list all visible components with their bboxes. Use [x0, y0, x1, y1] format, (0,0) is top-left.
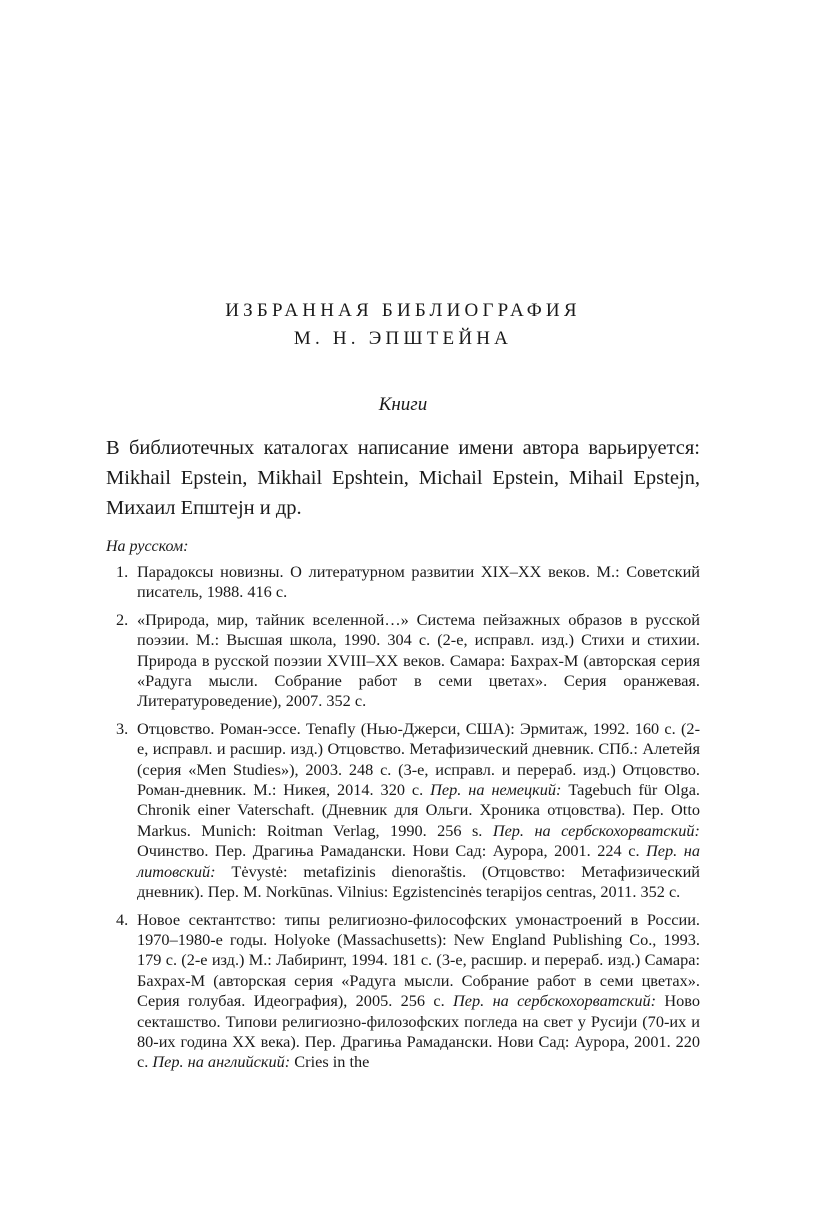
entry-text: Новое сектантство: типы религиозно-философских умонастроений в России. 1970–1980-е годы. Holyoke (Massachusetts): New England Publishing Co., 1993. 179 с. (2-е изд.) М.: Лабиринт, 1994. 181 с. (3-е, расшир. и перераб. изд.) Самара: Бахрах-М (авторская серия «Радуга мысли. Собрание работ в семи цветах». Серия голубая. Идеография), 2005. 256 с.: [137, 909, 700, 1011]
entry-text: Tėvystė: metafizinis dienoraštis. (Отцовство: Метафизический дневник). Пер. M. Norkūnas. Vilnius: Egzistencinės terapijos centras, 2011. 352 с.: [137, 861, 700, 902]
bibliography-entry: [106, 562, 700, 603]
entry-text: Tagebuch für Olga. Chronik einer Vaterschaft. (Дневник для Ольги. Хроника отцовства). Пер. Otto Markus. Munich: Roitman Verlag, 1990. 256 s.: [137, 780, 700, 840]
translation-label: Пер. на сербскохорватский:: [492, 820, 700, 840]
entry-text: Ново секташство. Типови религиозно-филозофских погледа на свет у Русији (70-их и 80-их година XX века). Пер. Драгиња Рамадански. Нови Сад: Аурора, 2001. 220 с.: [137, 991, 701, 1072]
entry-text: Cries in the: [290, 1052, 370, 1072]
entry-number: 2.: [116, 609, 129, 629]
entry-number: 1.: [116, 562, 129, 581]
intro-paragraph: В библиотечных каталогах написание имени автора варьируется: Mikhail Epstein, Mikhail Epshtein, Michail Epstein, Mihail Epstejn, Михаил Епштејн и др.: [106, 437, 700, 519]
translation-label: Пер. на английский:: [152, 1052, 291, 1072]
translation-label: Пер. на немецкий:: [430, 780, 562, 800]
bibliography-entry: [106, 610, 700, 712]
entry-text: Отцовство. Роман-эссе. Tenafly (Нью-Джерси, США): Эрмитаж, 1992. 160 с. (2-е, исправл. и расшир. изд.) Отцовство. Метафизический дневник. СПб.: Алетейя (серия «Men Studies»), 2003. 248 с. (3-е, исправл. и перераб. изд.) Отцовство. Роман-дневник. М.: Никея, 2014. 320 с.: [137, 718, 700, 800]
page-title: [106, 297, 700, 353]
bibliography-entry: [106, 719, 700, 903]
section-heading: Книги: [378, 394, 428, 415]
entry-text: «Природа, мир, тайник вселенной…» Система пейзажных образов в русской поэзии. М.: Высшая школа, 1990. 304 с. (2-е, исправл. изд.) Стихи и стихии. Природа в русской поэзии XVIII–XX веков. Самара: Бахрах-М (авторская серия «Радуга мысли. Собрание работ в семи цветах». Серия оранжевая. Литературоведение), 2007. 352 с.: [137, 609, 700, 711]
entry-text: Очинство. Пер. Драгиња Рамадански. Нови Сад: Аурора, 2001. 224 с.: [137, 841, 647, 861]
translation-label: Пер. на сербскохорватский:: [453, 991, 657, 1011]
entry-number: 3.: [116, 718, 129, 738]
title-line-1: ИЗБРАННАЯ БИБЛИОГРАФИЯ: [225, 300, 581, 321]
title-line-2: М. Н. ЭПШТЕЙНА: [293, 328, 513, 349]
translation-label: Пер. на литовский:: [137, 841, 700, 881]
bibliography-list: [106, 562, 700, 1080]
entry-text: Парадоксы новизны. О литературном развитии XIX–XX веков. М.: Советский писатель, 1988. 416 с.: [137, 562, 700, 602]
entry-number: 4.: [116, 909, 129, 929]
language-label: На русском:: [106, 538, 189, 555]
bibliography-entry: [106, 910, 700, 1073]
